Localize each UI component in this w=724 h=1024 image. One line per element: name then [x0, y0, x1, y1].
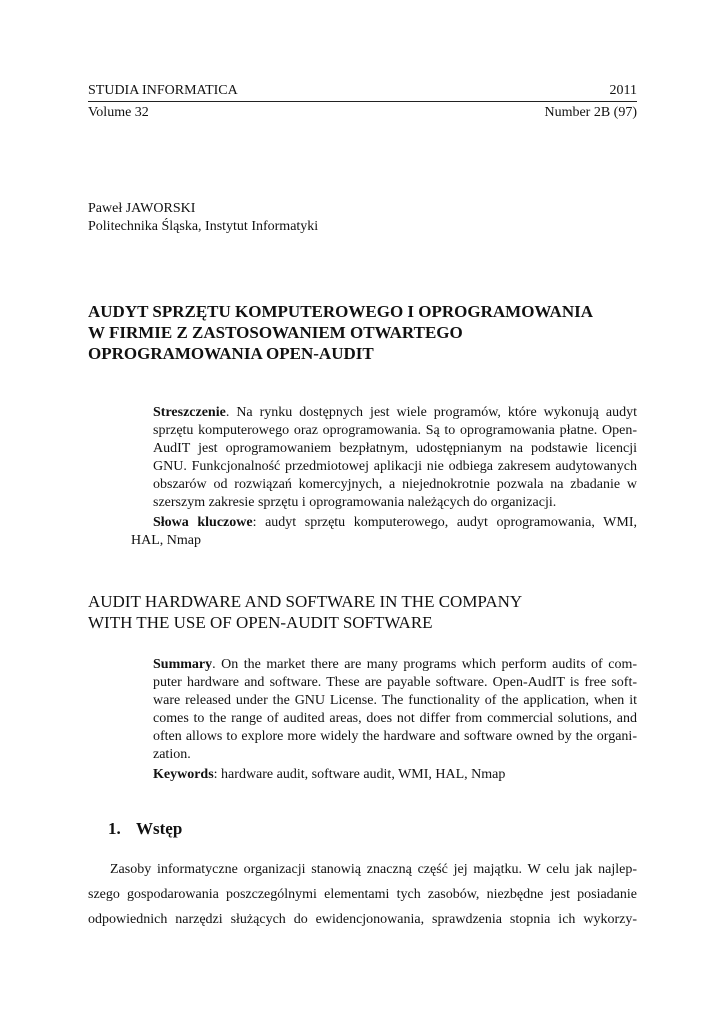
journal-volume: Volume 32 — [88, 105, 149, 120]
journal-header — [88, 82, 637, 99]
title-english — [88, 591, 637, 633]
abstract-pl-line: GNU. Funkcjonalność przedmiotowej aplikacji nie odbiega zakresem audytowanych — [153, 459, 637, 474]
author-name: Paweł JAWORSKI — [88, 201, 196, 216]
abstract-en-line: comes to the range of audited areas, does not differ from commercial solutions, and — [153, 711, 637, 726]
abstract-en-line: zation. — [153, 747, 191, 762]
title-polish — [88, 301, 637, 364]
abstract-pl-paragraph — [131, 404, 637, 512]
abstract-pl-line: obszarów od rozwiązań komercyjnych, a niejednokrotnie pozwala na zbadanie w — [153, 477, 637, 492]
abstract-pl-line: AudIT jest oprogramowaniem bezpłatnym, udostępnianym na podstawie licencji — [153, 441, 637, 456]
abstract-pl-label: Streszczenie — [153, 405, 226, 420]
section-title: Wstęp — [136, 819, 183, 838]
journal-year: 2011 — [609, 83, 637, 98]
keywords-polish — [131, 514, 637, 550]
body-line: szego gospodarowania poszczególnymi elementami tych zasobów, niezbędne jest posiadanie — [88, 887, 637, 902]
title-pl-line: W FIRMIE Z ZASTOSOWANIEM OTWARTEGO — [88, 323, 463, 342]
journal-name: STUDIA INFORMATICA — [88, 83, 238, 98]
keywords-en-label: Keywords — [153, 767, 214, 782]
title-en-line: AUDIT HARDWARE AND SOFTWARE IN THE COMPANY — [88, 592, 523, 611]
keywords-pl-line: : audyt sprzętu komputerowego, audyt oprogramowania, WMI, — [252, 515, 638, 530]
journal-issue — [88, 104, 637, 121]
abstract-en-line: . On the market there are many programs which perform audits of com- — [212, 657, 637, 672]
title-pl-line: AUDYT SPRZĘTU KOMPUTEROWEGO I OPROGRAMOWANIA — [88, 302, 593, 321]
body-paragraph — [88, 857, 637, 932]
abstract-pl-line: szerszym zakresie sprzętu i oprogramowania należących do organizacji. — [153, 495, 557, 510]
body-line: odpowiednich narzędzi służących do ewidencjonowania, sprawdzenia stopnia ich wykorzy- — [88, 912, 637, 927]
abstract-en-label: Summary — [153, 657, 213, 672]
abstract-english — [131, 656, 637, 784]
abstract-en-paragraph — [131, 656, 637, 764]
keywords-pl-label: Słowa kluczowe — [153, 515, 253, 530]
journal-number: Number 2B (97) — [544, 105, 637, 120]
body-line: Zasoby informatyczne organizacji stanowią znaczną część jej majątku. W celu jak najlep- — [110, 862, 637, 877]
author-affiliation: Politechnika Śląska, Instytut Informatyki — [88, 219, 319, 234]
section-number: 1. — [108, 819, 121, 838]
section-body — [88, 857, 637, 932]
abstract-pl-line: sprzętu komputerowego oraz oprogramowania. Są to oprogramowania płatne. Open- — [153, 423, 637, 438]
abstract-en-line: ware released under the GNU License. The functionality of the application, when it — [153, 693, 637, 708]
author-block — [88, 200, 318, 236]
abstract-en-line: puter hardware and software. These are payable software. Open-AudIT is free soft- — [153, 675, 637, 690]
keywords-pl-line: HAL, Nmap — [131, 533, 201, 548]
keywords-english — [131, 766, 637, 784]
title-en-line: WITH THE USE OF OPEN-AUDIT SOFTWARE — [88, 613, 433, 632]
abstract-polish — [131, 404, 637, 550]
section-heading — [108, 818, 182, 840]
abstract-pl-line: . Na rynku dostępnych jest wiele programów, które wykonują audyt — [225, 405, 637, 420]
keywords-en-text: : hardware audit, software audit, WMI, HAL, Nmap — [213, 767, 506, 782]
header-rule — [88, 101, 637, 102]
abstract-en-line: often allows to explore more widely the hardware and software owned by the organi- — [153, 729, 637, 744]
title-pl-line: OPROGRAMOWANIA OPEN-AUDIT — [88, 344, 374, 363]
